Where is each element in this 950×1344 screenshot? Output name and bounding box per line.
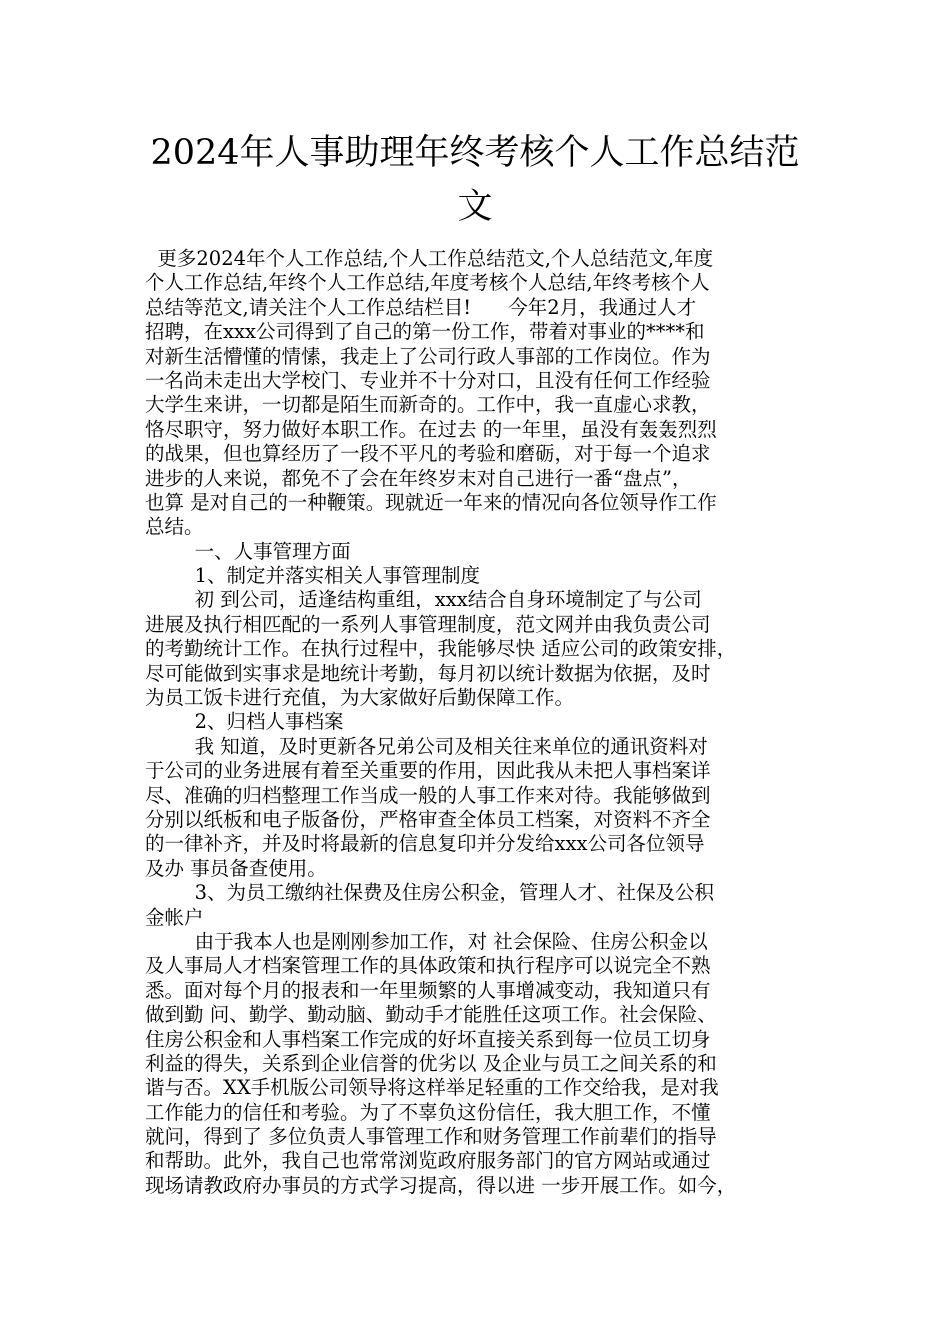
body-text-line: 及办 事员备查使用。 xyxy=(145,856,327,880)
body-text-line: 的考勤统计工作。在执行过程中，我能够尽快 适应公司的政策安排， xyxy=(145,637,737,661)
body-text-line: 进展及执行相匹配的一系列人事管理制度，范文网并由我负责公司 xyxy=(145,612,711,636)
body-text-line: 恪尽职守，努力做好本职工作。在过去 的一年里，虽没有轰轰烈烈 xyxy=(145,417,717,441)
body-text-line: 招聘，在xxx公司得到了自己的第一份工作，带着对事业的****和 xyxy=(145,320,705,344)
body-text-line: 一名尚未走出大学校门、专业并不十分对口，且没有任何工作经验 xyxy=(145,368,711,392)
title-line: 文 xyxy=(457,187,493,227)
body-text-line: 大学生来讲，一切都是陌生而新奇的。工作中，我一直虚心求教， xyxy=(145,393,711,417)
body-text-line: 一、人事管理方面 xyxy=(145,539,351,563)
body-text-line: 个人工作总结,年终个人工作总结,年度考核个人总结,年终考核个人 xyxy=(145,271,710,295)
body-text-line: 现场请教政府办事员的方式学习提高，得以进 一步开展工作。如今， xyxy=(145,1173,737,1197)
body-text-line: 的战果，但也算经历了一段不平凡的考验和磨砺，对于每一个追求 xyxy=(145,442,711,466)
body-text-line: 谐与否。XX手机版公司领导将这样举足轻重的工作交给我，是对我 xyxy=(145,1076,719,1100)
body-text-line: 3、为员工缴纳社保费及住房公积金，管理人才、社保及公积 xyxy=(145,881,714,905)
body-text-line: 我 知道，及时更新各兄弟公司及相关往来单位的通讯资料对 xyxy=(145,734,708,758)
body-text-line: 及人事局人才档案管理工作的具体政策和执行程序可以说完全不熟 xyxy=(145,954,711,978)
body-text-line: 1、制定并落实相关人事管理制度 xyxy=(145,564,480,588)
body-text-line: 2、归档人事档案 xyxy=(145,710,344,734)
body-text-line: 于公司的业务进展有着至关重要的作用，因此我从未把人事档案详 xyxy=(145,759,711,783)
body-text-line: 也算 是对自己的一种鞭策。现就近一年来的情况向各位领导作工作 xyxy=(145,490,717,514)
body-text-line: 悉。面对每个月的报表和一年里频繁的人事增减变动，我知道只有 xyxy=(145,978,711,1002)
body-text-line: 住房公积金和人事档案工作完成的好坏直接关系到每一位员工切身 xyxy=(145,1027,711,1051)
body-text-line: 更多2024年个人工作总结,个人工作总结范文,个人总结范文,年度 xyxy=(145,247,714,270)
body-text-line: 总结。 xyxy=(145,515,204,539)
body-text-line: 为员工饭卡进行充值，为大家做好后勤保障工作。 xyxy=(145,686,575,710)
document-body xyxy=(145,247,823,1198)
document-title xyxy=(140,126,810,234)
body-text-line: 金帐户 xyxy=(145,905,204,929)
body-text-line: 工作能力的信任和考验。为了不辜负这份信任，我大胆工作，不懂 xyxy=(145,1100,711,1124)
body-text-line: 和帮助。此外，我自己也常常浏览政府服务部门的官方网站或通过 xyxy=(145,1149,711,1173)
body-text-line: 尽可能做到实事求是地统计考勤，每月初以统计数据为依据，及时 xyxy=(145,661,711,685)
body-text-line: 做到勤 问、勤学、勤动脑、勤动手才能胜任这项工作。社会保险、 xyxy=(145,1003,717,1027)
body-text-line: 初 到公司，适逢结构重组，xxx结合自身环境制定了与公司 xyxy=(145,588,702,612)
body-text-line: 对新生活懵懂的情愫，我走上了公司行政人事部的工作岗位。作为 xyxy=(145,344,711,368)
body-text-line: 利益的得失，关系到企业信誉的优劣以 及企业与员工之间关系的和 xyxy=(145,1051,717,1075)
title-line: 2024年人事助理年终考核个人工作总结范 xyxy=(150,133,800,173)
body-text-line: 的一律补齐，并及时将最新的信息复印并分发给xxx公司各位领导 xyxy=(145,832,705,856)
body-text-line: 就问，得到了 多位负责人事管理工作和财务管理工作前辈们的指导 xyxy=(145,1125,717,1149)
body-text-line: 总结等范文,请关注个人工作总结栏目! 今年2月，我通过人才 xyxy=(145,295,697,319)
body-text-line: 分别以纸板和电子版备份，严格审查全体员工档案，对资料不齐全 xyxy=(145,807,711,831)
body-text-line: 进步的人来说，都免不了会在年终岁末对自己进行一番“盘点”， xyxy=(145,466,692,490)
body-text-line: 由于我本人也是刚刚参加工作，对 社会保险、住房公积金以 xyxy=(145,929,708,953)
body-text-line: 尽、准确的归档整理工作当成一般的人事工作来对待。我能够做到 xyxy=(145,783,711,807)
